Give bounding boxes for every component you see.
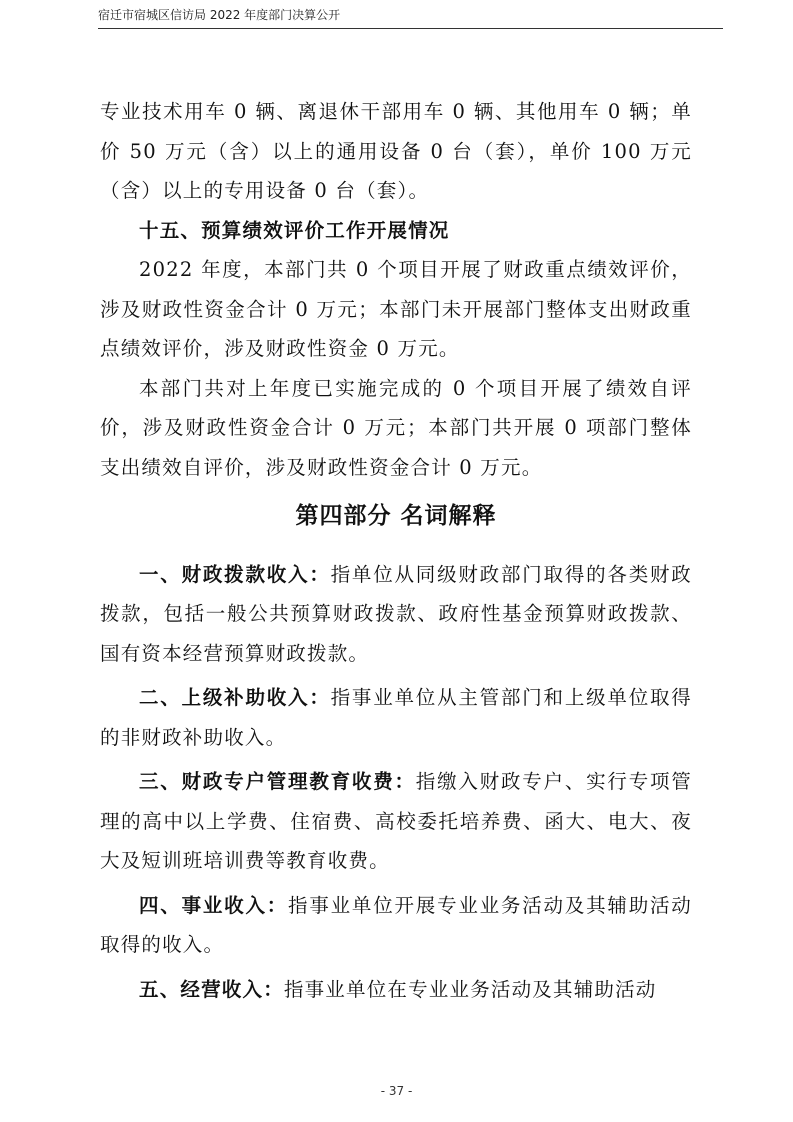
term-definition: 指事业单位从主管部门和上级单位取得的非财政补助收入。 [100, 686, 692, 749]
part-title: 第四部分 名词解释 [295, 503, 497, 529]
term-item [100, 678, 692, 757]
continued-paragraph: 专业技术用车 0 辆、离退休干部用车 0 辆、其他用车 0 辆；单价 50 万元（含）以上的通用设备 0 台（套），单价 100 万元（含）以上的专用设备 0 台（套）。 [100, 100, 692, 202]
page-header: 宿迁市宿城区信访局 2022 年度部门决算公开 [98, 8, 341, 22]
section15-paragraph-1: 2022 年度，本部门共 0 个项目开展了财政重点绩效评价，涉及财政性资金合计 0 万元；本部门未开展部门整体支出财政重点绩效评价，涉及财政性资金 0 万元。 [100, 258, 692, 360]
term-definition: 指缴入财政专户、实行专项管理的高中以上学费、住宿费、高校委托培养费、函大、电大、夜大及短训班培训费等教育收费。 [100, 770, 692, 872]
term-definition: 指事业单位在专业业务活动及其辅助活动 [283, 977, 657, 1001]
term-label: 三、财政专户管理教育收费： [139, 770, 416, 793]
term-definition: 指单位从同级财政部门取得的各类财政拨款，包括一般公共预算财政拨款、政府性基金预算财政拨款、国有资本经营预算财政拨款。 [100, 562, 692, 665]
term-item [100, 555, 692, 674]
header-divider [98, 28, 723, 29]
term-label: 二、上级补助收入： [139, 686, 331, 709]
term-item [100, 886, 692, 965]
term-item [100, 762, 692, 881]
term-label: 一、财政拨款收入： [139, 562, 331, 586]
section-heading-15: 十五、预算绩效评价工作开展情况 [139, 218, 450, 242]
document-body [100, 92, 692, 1009]
section15-paragraph-2: 本部门共对上年度已实施完成的 0 个项目开展了绩效自评价，涉及财政性资金合计 0 万元；本部门共开展 0 项部门整体支出绩效自评价，涉及财政性资金合计 0 万元。 [100, 376, 692, 479]
page-number: - 37 - [380, 1084, 413, 1098]
term-definition: 指事业单位开展专业业务活动及其辅助活动取得的收入。 [100, 893, 692, 956]
term-label: 五、经营收入： [139, 977, 284, 1001]
term-item [100, 970, 692, 1010]
term-label: 四、事业收入： [139, 893, 289, 917]
